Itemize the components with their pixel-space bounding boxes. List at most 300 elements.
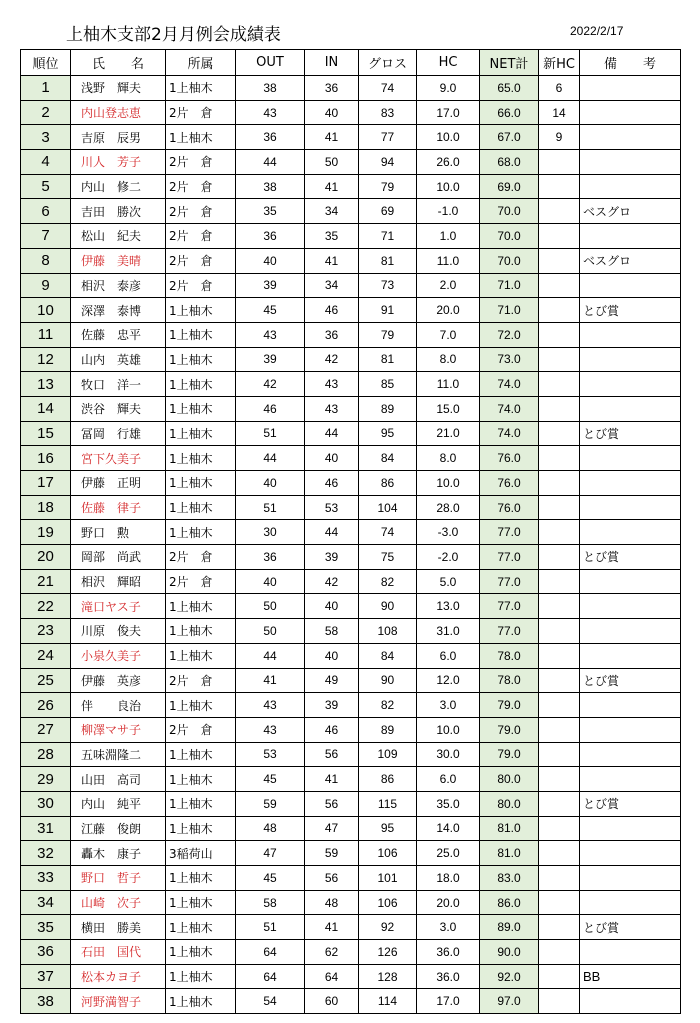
rank-cell: 4	[21, 150, 71, 175]
out-cell: 54	[236, 989, 305, 1014]
net-cell: 97.0	[480, 989, 539, 1014]
out-cell: 45	[236, 767, 305, 792]
note-cell: BB	[580, 964, 681, 989]
net-cell: 68.0	[480, 150, 539, 175]
table-row	[21, 643, 681, 668]
rank-cell: 9	[21, 273, 71, 298]
out-cell: 51	[236, 495, 305, 520]
out-cell: 44	[236, 643, 305, 668]
out-cell: 53	[236, 742, 305, 767]
rank-cell: 13	[21, 372, 71, 397]
out-cell: 64	[236, 940, 305, 965]
gross-cell: 81	[359, 347, 417, 372]
rank-cell: 28	[21, 742, 71, 767]
note-cell	[580, 125, 681, 150]
rank-cell: 3	[21, 125, 71, 150]
table-row	[21, 421, 681, 446]
name-cell: 冨岡 行雄	[71, 421, 166, 446]
col-header-gross: グロス	[359, 50, 417, 76]
net-cell: 66.0	[480, 100, 539, 125]
net-cell: 89.0	[480, 915, 539, 940]
club-cell: 1上柚木	[166, 791, 236, 816]
name-cell: 山内 英雄	[71, 347, 166, 372]
note-cell	[580, 150, 681, 175]
new-hc-cell: 14	[539, 100, 580, 125]
table-row	[21, 890, 681, 915]
club-cell: 1上柚木	[166, 890, 236, 915]
gross-cell: 94	[359, 150, 417, 175]
new-hc-cell	[539, 791, 580, 816]
name-cell: 五味淵隆二	[71, 742, 166, 767]
table-row	[21, 940, 681, 965]
table-row	[21, 150, 681, 175]
gross-cell: 74	[359, 76, 417, 101]
gross-cell: 92	[359, 915, 417, 940]
in-cell: 42	[305, 569, 359, 594]
net-cell: 67.0	[480, 125, 539, 150]
table-row	[21, 396, 681, 421]
out-cell: 51	[236, 915, 305, 940]
table-row	[21, 520, 681, 545]
table-row	[21, 125, 681, 150]
club-cell: 1上柚木	[166, 989, 236, 1014]
new-hc-cell	[539, 273, 580, 298]
club-cell: 1上柚木	[166, 495, 236, 520]
name-cell: 佐藤 忠平	[71, 322, 166, 347]
rank-cell: 1	[21, 76, 71, 101]
out-cell: 43	[236, 693, 305, 718]
out-cell: 51	[236, 421, 305, 446]
rank-cell: 16	[21, 446, 71, 471]
table-row	[21, 322, 681, 347]
out-cell: 50	[236, 594, 305, 619]
in-cell: 43	[305, 396, 359, 421]
club-cell: 1上柚木	[166, 940, 236, 965]
new-hc-cell	[539, 446, 580, 471]
table-row	[21, 816, 681, 841]
club-cell: 1上柚木	[166, 767, 236, 792]
hc-cell: 6.0	[417, 767, 480, 792]
hc-cell: 36.0	[417, 940, 480, 965]
net-cell: 80.0	[480, 791, 539, 816]
out-cell: 40	[236, 471, 305, 496]
new-hc-cell	[539, 396, 580, 421]
hc-cell: 17.0	[417, 100, 480, 125]
hc-cell: 13.0	[417, 594, 480, 619]
note-cell	[580, 322, 681, 347]
hc-cell: 28.0	[417, 495, 480, 520]
gross-cell: 106	[359, 841, 417, 866]
name-cell: 轟木 康子	[71, 841, 166, 866]
gross-cell: 115	[359, 791, 417, 816]
gross-cell: 82	[359, 569, 417, 594]
note-cell	[580, 816, 681, 841]
in-cell: 62	[305, 940, 359, 965]
col-header-name: 氏 名	[71, 50, 166, 76]
gross-cell: 95	[359, 816, 417, 841]
club-cell: 1上柚木	[166, 816, 236, 841]
new-hc-cell	[539, 495, 580, 520]
header-row	[21, 50, 681, 76]
hc-cell: 2.0	[417, 273, 480, 298]
net-cell: 69.0	[480, 174, 539, 199]
rank-cell: 25	[21, 668, 71, 693]
net-cell: 79.0	[480, 693, 539, 718]
name-cell: 松本カヨ子	[71, 964, 166, 989]
note-cell	[580, 471, 681, 496]
note-cell	[580, 495, 681, 520]
net-cell: 77.0	[480, 619, 539, 644]
out-cell: 35	[236, 199, 305, 224]
club-cell: 2片 倉	[166, 199, 236, 224]
hc-cell: 10.0	[417, 717, 480, 742]
net-cell: 92.0	[480, 964, 539, 989]
new-hc-cell	[539, 520, 580, 545]
col-header-hc: HC	[417, 50, 480, 76]
note-cell	[580, 767, 681, 792]
name-cell: 伊藤 美晴	[71, 248, 166, 273]
out-cell: 47	[236, 841, 305, 866]
name-cell: 柳澤マサ子	[71, 717, 166, 742]
name-cell: 宮下久美子	[71, 446, 166, 471]
club-cell: 1上柚木	[166, 693, 236, 718]
club-cell: 1上柚木	[166, 322, 236, 347]
hc-cell: 36.0	[417, 964, 480, 989]
rank-cell: 7	[21, 224, 71, 249]
gross-cell: 109	[359, 742, 417, 767]
table-row	[21, 76, 681, 101]
in-cell: 40	[305, 643, 359, 668]
table-row	[21, 569, 681, 594]
col-header-club: 所属	[166, 50, 236, 76]
gross-cell: 95	[359, 421, 417, 446]
net-cell: 72.0	[480, 322, 539, 347]
name-cell: 伊藤 英彦	[71, 668, 166, 693]
note-cell	[580, 224, 681, 249]
table-row	[21, 668, 681, 693]
note-cell: とび賞	[580, 545, 681, 570]
note-cell: とび賞	[580, 915, 681, 940]
rank-cell: 5	[21, 174, 71, 199]
out-cell: 40	[236, 569, 305, 594]
name-cell: 滝口ヤス子	[71, 594, 166, 619]
in-cell: 60	[305, 989, 359, 1014]
table-row	[21, 273, 681, 298]
table-row	[21, 372, 681, 397]
note-cell	[580, 742, 681, 767]
note-cell	[580, 396, 681, 421]
rank-cell: 38	[21, 989, 71, 1014]
club-cell: 2片 倉	[166, 668, 236, 693]
new-hc-cell	[539, 545, 580, 570]
new-hc-cell	[539, 174, 580, 199]
report-date: 2022/2/17	[570, 24, 624, 38]
gross-cell: 79	[359, 174, 417, 199]
in-cell: 40	[305, 594, 359, 619]
hc-cell: 35.0	[417, 791, 480, 816]
note-cell	[580, 76, 681, 101]
name-cell: 小泉久美子	[71, 643, 166, 668]
hc-cell: 5.0	[417, 569, 480, 594]
gross-cell: 84	[359, 643, 417, 668]
rank-cell: 23	[21, 619, 71, 644]
name-cell: 内山 純平	[71, 791, 166, 816]
rank-cell: 33	[21, 866, 71, 891]
in-cell: 35	[305, 224, 359, 249]
net-cell: 71.0	[480, 273, 539, 298]
in-cell: 49	[305, 668, 359, 693]
gross-cell: 101	[359, 866, 417, 891]
gross-cell: 106	[359, 890, 417, 915]
out-cell: 30	[236, 520, 305, 545]
note-cell	[580, 273, 681, 298]
in-cell: 46	[305, 471, 359, 496]
col-header-new-hc: 新HC	[539, 50, 580, 76]
rank-cell: 27	[21, 717, 71, 742]
net-cell: 86.0	[480, 890, 539, 915]
net-cell: 70.0	[480, 224, 539, 249]
table-row	[21, 100, 681, 125]
net-cell: 74.0	[480, 396, 539, 421]
rank-cell: 32	[21, 841, 71, 866]
out-cell: 43	[236, 717, 305, 742]
rank-cell: 26	[21, 693, 71, 718]
new-hc-cell	[539, 767, 580, 792]
in-cell: 42	[305, 347, 359, 372]
table-row	[21, 446, 681, 471]
club-cell: 1上柚木	[166, 619, 236, 644]
table-row	[21, 347, 681, 372]
net-cell: 70.0	[480, 248, 539, 273]
table-row	[21, 717, 681, 742]
rank-cell: 19	[21, 520, 71, 545]
results-table	[20, 49, 681, 1014]
name-cell: 佐藤 律子	[71, 495, 166, 520]
out-cell: 36	[236, 224, 305, 249]
in-cell: 46	[305, 298, 359, 323]
note-cell	[580, 989, 681, 1014]
hc-cell: 3.0	[417, 693, 480, 718]
table-row	[21, 742, 681, 767]
out-cell: 39	[236, 273, 305, 298]
gross-cell: 86	[359, 471, 417, 496]
net-cell: 76.0	[480, 495, 539, 520]
out-cell: 48	[236, 816, 305, 841]
gross-cell: 82	[359, 693, 417, 718]
club-cell: 1上柚木	[166, 347, 236, 372]
net-cell: 81.0	[480, 816, 539, 841]
club-cell: 2片 倉	[166, 224, 236, 249]
gross-cell: 89	[359, 396, 417, 421]
new-hc-cell	[539, 471, 580, 496]
new-hc-cell	[539, 841, 580, 866]
hc-cell: -1.0	[417, 199, 480, 224]
note-cell	[580, 619, 681, 644]
note-cell: とび賞	[580, 668, 681, 693]
gross-cell: 91	[359, 298, 417, 323]
note-cell	[580, 841, 681, 866]
note-cell	[580, 446, 681, 471]
rank-cell: 21	[21, 569, 71, 594]
out-cell: 58	[236, 890, 305, 915]
net-cell: 83.0	[480, 866, 539, 891]
hc-cell: 12.0	[417, 668, 480, 693]
gross-cell: 128	[359, 964, 417, 989]
rank-cell: 36	[21, 940, 71, 965]
new-hc-cell	[539, 964, 580, 989]
name-cell: 横田 勝美	[71, 915, 166, 940]
note-cell	[580, 174, 681, 199]
rank-cell: 35	[21, 915, 71, 940]
gross-cell: 73	[359, 273, 417, 298]
new-hc-cell	[539, 915, 580, 940]
note-cell: とび賞	[580, 791, 681, 816]
gross-cell: 90	[359, 668, 417, 693]
club-cell: 1上柚木	[166, 471, 236, 496]
club-cell: 1上柚木	[166, 594, 236, 619]
new-hc-cell	[539, 668, 580, 693]
table-row	[21, 495, 681, 520]
hc-cell: 10.0	[417, 125, 480, 150]
note-cell	[580, 569, 681, 594]
col-header-net: NET計	[480, 50, 539, 76]
out-cell: 44	[236, 150, 305, 175]
out-cell: 46	[236, 396, 305, 421]
out-cell: 45	[236, 866, 305, 891]
gross-cell: 77	[359, 125, 417, 150]
note-cell	[580, 890, 681, 915]
name-cell: 相沢 泰彦	[71, 273, 166, 298]
name-cell: 内山登志恵	[71, 100, 166, 125]
table-row	[21, 471, 681, 496]
net-cell: 79.0	[480, 742, 539, 767]
net-cell: 77.0	[480, 569, 539, 594]
club-cell: 2片 倉	[166, 248, 236, 273]
rank-cell: 30	[21, 791, 71, 816]
new-hc-cell	[539, 372, 580, 397]
note-cell	[580, 347, 681, 372]
out-cell: 44	[236, 446, 305, 471]
in-cell: 56	[305, 742, 359, 767]
club-cell: 1上柚木	[166, 520, 236, 545]
rank-cell: 6	[21, 199, 71, 224]
net-cell: 79.0	[480, 717, 539, 742]
new-hc-cell	[539, 693, 580, 718]
rank-cell: 10	[21, 298, 71, 323]
note-cell	[580, 717, 681, 742]
club-cell: 1上柚木	[166, 446, 236, 471]
net-cell: 74.0	[480, 421, 539, 446]
col-header-out: OUT	[236, 50, 305, 76]
new-hc-cell: 6	[539, 76, 580, 101]
name-cell: 吉田 勝次	[71, 199, 166, 224]
net-cell: 77.0	[480, 594, 539, 619]
name-cell: 牧口 洋一	[71, 372, 166, 397]
new-hc-cell	[539, 717, 580, 742]
table-row	[21, 594, 681, 619]
hc-cell: 18.0	[417, 866, 480, 891]
table-row	[21, 915, 681, 940]
new-hc-cell	[539, 224, 580, 249]
table-row	[21, 964, 681, 989]
rank-cell: 22	[21, 594, 71, 619]
table-row	[21, 199, 681, 224]
new-hc-cell	[539, 199, 580, 224]
in-cell: 41	[305, 125, 359, 150]
in-cell: 36	[305, 76, 359, 101]
rank-cell: 24	[21, 643, 71, 668]
hc-cell: 14.0	[417, 816, 480, 841]
in-cell: 43	[305, 372, 359, 397]
hc-cell: 10.0	[417, 174, 480, 199]
new-hc-cell	[539, 643, 580, 668]
in-cell: 39	[305, 693, 359, 718]
in-cell: 47	[305, 816, 359, 841]
net-cell: 76.0	[480, 471, 539, 496]
net-cell: 76.0	[480, 446, 539, 471]
page-title: 上柚木支部2月月例会成績表	[66, 25, 281, 45]
col-header-note: 備 考	[580, 50, 681, 76]
name-cell: 松山 紀夫	[71, 224, 166, 249]
gross-cell: 71	[359, 224, 417, 249]
name-cell: 山田 高司	[71, 767, 166, 792]
table-row	[21, 545, 681, 570]
club-cell: 1上柚木	[166, 964, 236, 989]
new-hc-cell	[539, 347, 580, 372]
new-hc-cell	[539, 421, 580, 446]
rank-cell: 37	[21, 964, 71, 989]
hc-cell: -2.0	[417, 545, 480, 570]
out-cell: 39	[236, 347, 305, 372]
in-cell: 41	[305, 915, 359, 940]
name-cell: 河野満智子	[71, 989, 166, 1014]
net-cell: 90.0	[480, 940, 539, 965]
net-cell: 65.0	[480, 76, 539, 101]
rank-cell: 20	[21, 545, 71, 570]
hc-cell: 6.0	[417, 643, 480, 668]
in-cell: 56	[305, 866, 359, 891]
hc-cell: -3.0	[417, 520, 480, 545]
rank-cell: 8	[21, 248, 71, 273]
in-cell: 39	[305, 545, 359, 570]
hc-cell: 11.0	[417, 372, 480, 397]
table-row	[21, 298, 681, 323]
rank-cell: 34	[21, 890, 71, 915]
hc-cell: 1.0	[417, 224, 480, 249]
in-cell: 41	[305, 174, 359, 199]
note-cell	[580, 643, 681, 668]
out-cell: 50	[236, 619, 305, 644]
note-cell	[580, 594, 681, 619]
results-body	[21, 76, 681, 1014]
gross-cell: 75	[359, 545, 417, 570]
note-cell: とび賞	[580, 421, 681, 446]
in-cell: 46	[305, 717, 359, 742]
name-cell: 江藤 俊朗	[71, 816, 166, 841]
new-hc-cell: 9	[539, 125, 580, 150]
gross-cell: 86	[359, 767, 417, 792]
note-cell: とび賞	[580, 298, 681, 323]
table-row	[21, 174, 681, 199]
hc-cell: 20.0	[417, 890, 480, 915]
hc-cell: 25.0	[417, 841, 480, 866]
club-cell: 1上柚木	[166, 742, 236, 767]
new-hc-cell	[539, 940, 580, 965]
new-hc-cell	[539, 866, 580, 891]
out-cell: 36	[236, 545, 305, 570]
in-cell: 44	[305, 520, 359, 545]
in-cell: 41	[305, 248, 359, 273]
